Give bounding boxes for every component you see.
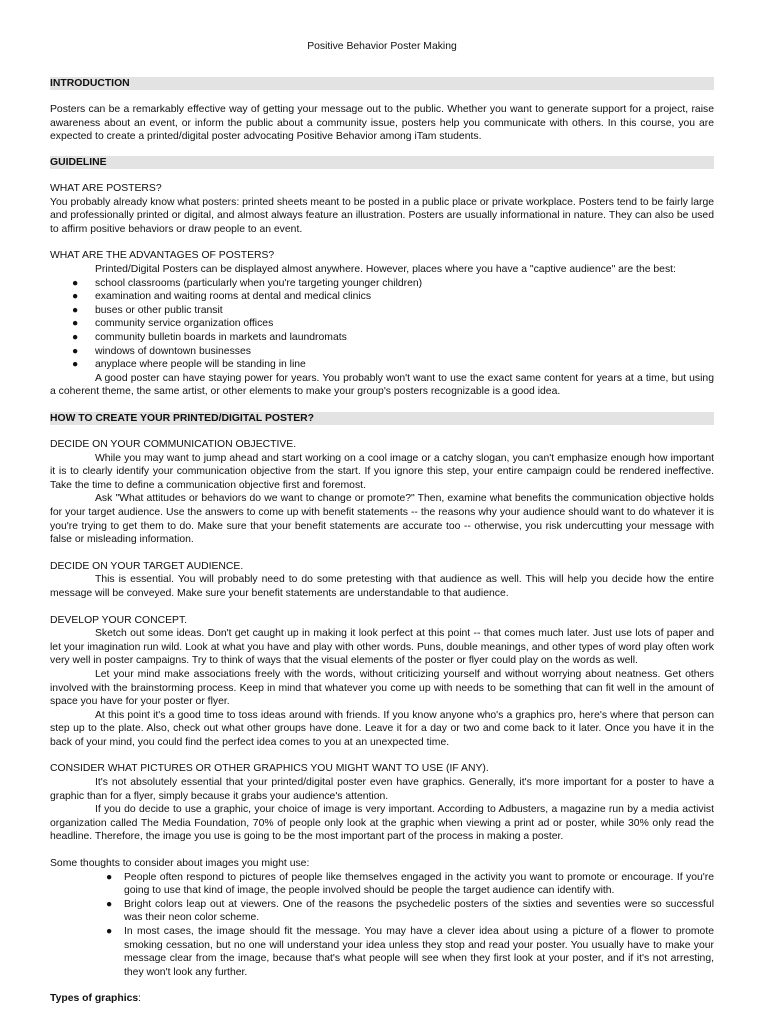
step-develop-concept-title: DEVELOP YOUR CONCEPT. (50, 614, 188, 626)
graphics-paragraph-2: If you do decide to use a graphic, your choice of image is very important. According to Adbusters, a magazine run by a media activist organization called The Media Foundation, 70% of people only look at the graphic when viewing a print ad or poster, while 30% only read the headline. Therefore, the image you use is going to be the most important part of the process in making a poster. (50, 804, 714, 843)
advantages-outro-paragraph: A good poster can have staying power for years. You probably won't want to use the exact same content for years at a time, but using a coherent theme, the same artist, or other elements to make your group's posters recognizable is a good idea. (50, 372, 714, 398)
bullet-icon: ● (106, 926, 113, 937)
list-item: ● Bright colors leap out at viewers. One of the reasons the psychedelic posters of the sixties and seventies were so successful was their neon color scheme. (106, 898, 714, 924)
bullet-icon: ● (72, 345, 79, 357)
concept-paragraph-3: At this point it's a good time to toss ideas around with friends. If you know anyone who's a graphics pro, here's where that person can step up to the plate. Also, check out what other groups have done. Leave it for a day or two and come back to it later. Once you have it in the back of your mind, you could find the perfect idea comes to you at an unexpected time. (50, 709, 714, 748)
graphics-paragraph-1: It's not absolutely essential that your printed/digital poster even have graphics. Generally, it's more important for a poster to have a graphic than for a flyer, simply because it grabs your audience's attention. (50, 777, 714, 802)
section-heading-howto: HOW TO CREATE YOUR PRINTED/DIGITAL POSTER? (50, 412, 714, 425)
thoughts-list (50, 871, 714, 980)
list-item: ● examination and waiting rooms at dental and medical clinics (72, 291, 372, 303)
section-heading-guideline: GUIDELINE (50, 156, 714, 169)
bullet-icon: ● (72, 331, 79, 343)
bullet-icon: ● (72, 318, 79, 330)
list-item: ● People often respond to pictures of people like themselves engaged in the activity you want to promote or encourage. If you're going to use that kind of image, the people involved should be people the target audience can identify with. (106, 871, 714, 897)
list-item: ● In most cases, the image should fit the message. You may have a clever idea about using a picture of a flower to promote smoking cessation, but no one will understand your idea unless they stop and read your poster. You usually have to make your message clear from the image, because that's what people will see when they first look at your poster, and if it's not arresting, they won't look any further. (106, 926, 714, 978)
document-title: Positive Behavior Poster Making (307, 41, 457, 52)
list-item: ● community service organization offices (72, 318, 274, 330)
howto-section (50, 438, 714, 1006)
types-of-graphics-heading (50, 992, 714, 1006)
audience-paragraph: This is essential. You will probably need to do some pretesting with that audience as well. This will help you decide how the entire message will be conveyed. Make sure your benefit statements are understandable to that audience. (50, 574, 714, 599)
posters-definition-paragraph: You probably already know what posters: printed sheets meant to be posted in a public place or private workplace. Posters tend to be fairly large and professionally printed or digital, and almost always feature an illustration. Posters are usually informational in nature. They can also be used to affirm positive behaviors or draw people to an event. (50, 196, 714, 235)
list-item: ● buses or other public transit (72, 304, 223, 316)
question-advantages: WHAT ARE THE ADVANTAGES OF POSTERS? (50, 250, 275, 262)
advantages-intro-paragraph: Printed/Digital Posters can be displayed almost anywhere. However, places where you have a "captive audience" are the best: (95, 263, 676, 275)
intro-section (50, 103, 714, 144)
step-communication-objective-title: DECIDE ON YOUR COMMUNICATION OBJECTIVE. (50, 439, 297, 450)
places-list (50, 277, 714, 372)
question-what-are-posters: WHAT ARE POSTERS? (50, 183, 162, 194)
concept-paragraph-2: Let your mind make associations freely with the words, without criticizing yourself and without worrying about neatness. Get others involved with the brainstorming process. Keep in mind that whatever you come up with needs to be something that can fit well in the amount of space you have for your poster or flyer. (50, 668, 714, 708)
concept-paragraph-1: Sketch out some ideas. Don't get caught up in making it look perfect at this point -- that comes much later. Just use lots of paper and let your imagination run wild. Look at what you have and play with other words. Puns, double meanings, and other types of word play often work very well in poster campaigns. Try to think of ways that the visual elements of the poster or flyer could play on the words as well. (50, 628, 714, 667)
list-item: ● windows of downtown businesses (72, 345, 251, 357)
section-heading-introduction: INTRODUCTION (50, 77, 714, 90)
types-label: Types of graphics (50, 993, 139, 1005)
list-item: ● school classrooms (particularly when you're targeting younger children) (72, 277, 423, 289)
step-target-audience-title: DECIDE ON YOUR TARGET AUDIENCE. (50, 560, 244, 572)
objective-paragraph-2: Ask "What attitudes or behaviors do we want to change or promote?" Then, examine what benefits the communication objective holds for your target audience. Use the answers to come up with benefit statements -- the reasons why your audience should want to do whatever it is you're trying to get them to do. Make sure that your benefit statements are accurate too -- otherwise, you risk undercutting your message with false or misleading information. (50, 493, 714, 546)
bullet-icon: ● (106, 898, 113, 910)
intro-paragraph: Posters can be a remarkably effective way of getting your message out to the public. Whether you want to generate support for a project, raise awareness about an event, or inform the public about a community issue, posters help you communicate with others. In this course, you are expected to create a printed/digital poster advocating Positive Behavior among iTam students. (50, 104, 714, 143)
types-colon: : (138, 993, 142, 1005)
guideline-section (50, 182, 714, 399)
objective-paragraph-1: While you may want to jump ahead and start working on a cool image or a catchy slogan, you can't emphasize enough how important it is to clearly identify your communication objective from the start. If you ignore this step, your entire campaign could be rendered ineffective. Take the time to define a communication objective first and foremost. (50, 452, 714, 491)
bullet-icon: ● (106, 871, 113, 883)
step-graphics-title: CONSIDER WHAT PICTURES OR OTHER GRAPHICS YOU MIGHT WANT TO USE (IF ANY). (50, 763, 489, 775)
thoughts-intro: Some thoughts to consider about images you might use: (50, 858, 310, 870)
bullet-icon: ● (72, 291, 79, 303)
bullet-icon: ● (72, 277, 79, 289)
bullet-icon: ● (72, 359, 79, 371)
list-item: ● community bulletin boards in markets and laundromats (72, 331, 347, 343)
list-item: ● anyplace where people will be standing in line (72, 359, 306, 371)
bullet-icon: ● (72, 304, 79, 316)
